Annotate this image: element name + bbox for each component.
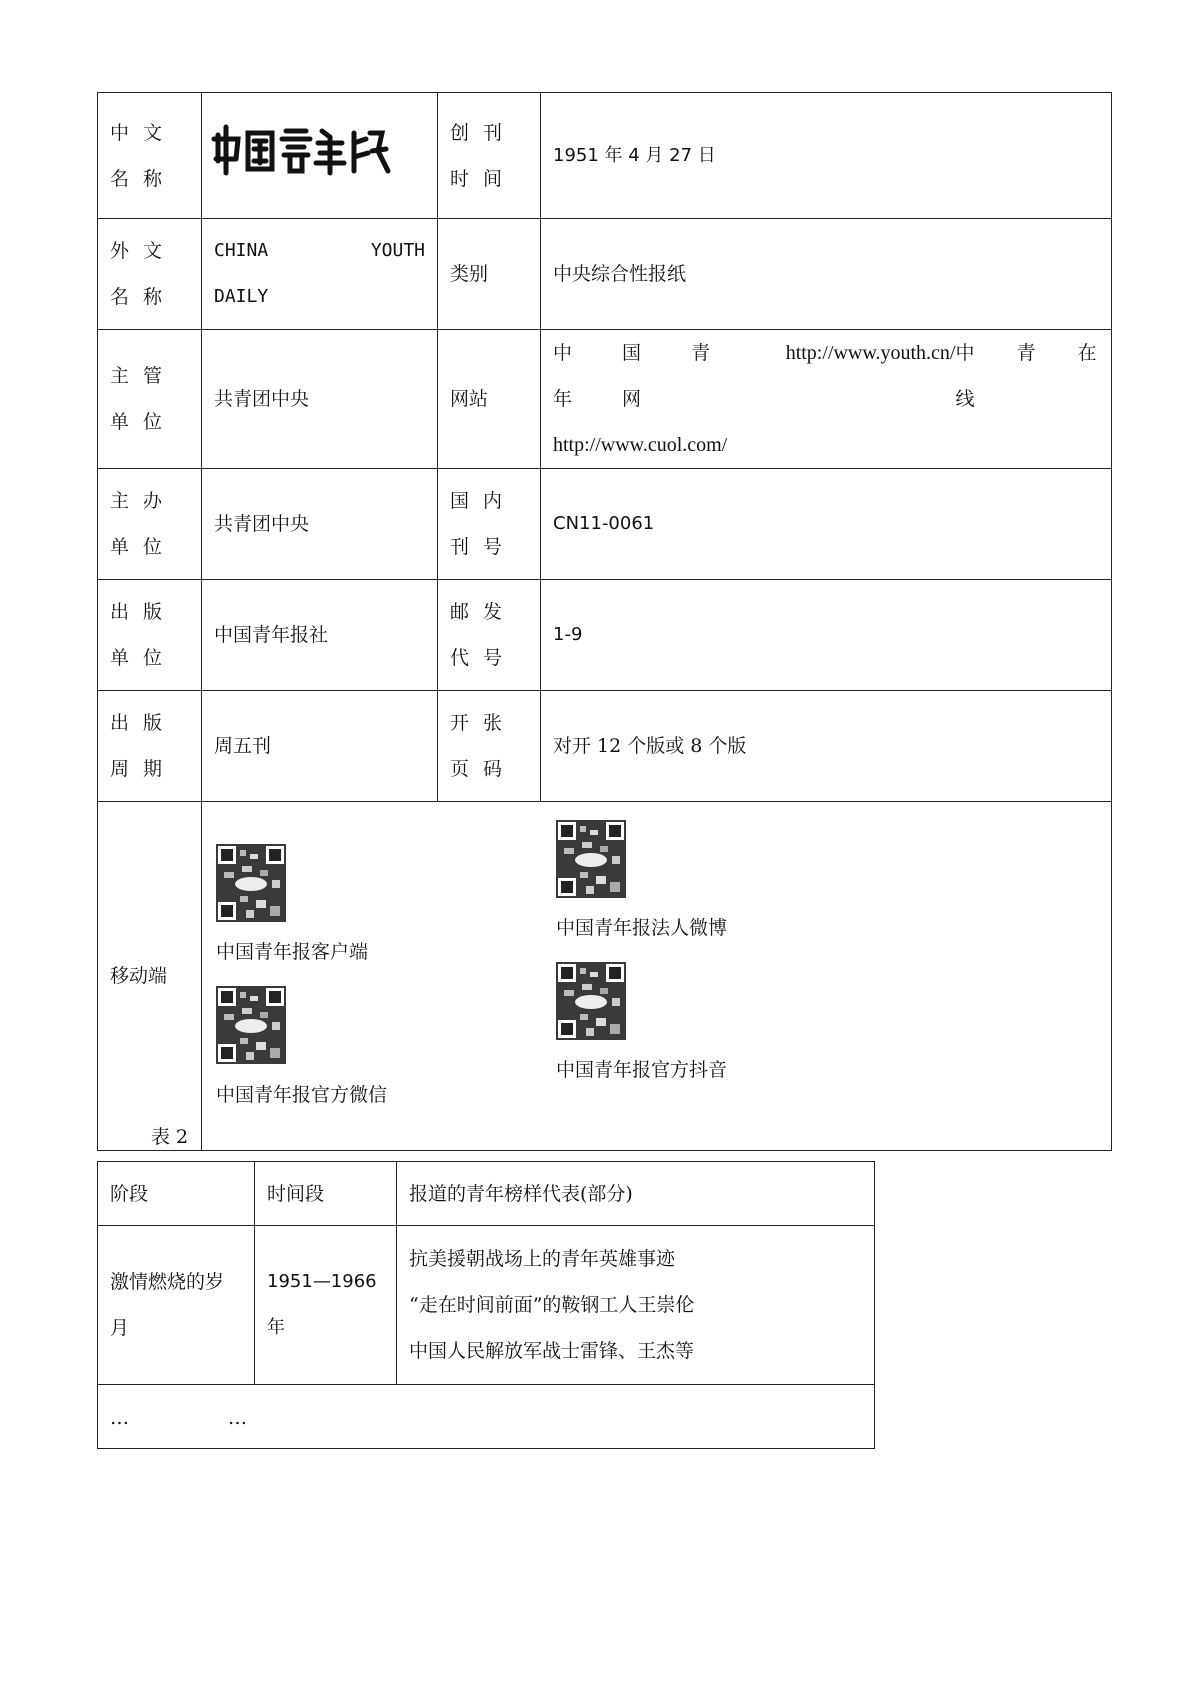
qr-code-icon bbox=[216, 986, 286, 1064]
value-sponsor: 共青团中央 bbox=[202, 469, 438, 580]
value-issn: CN11-0061 bbox=[541, 469, 1112, 580]
website-url-1[interactable]: http://www.youth.cn/ bbox=[785, 342, 956, 364]
qr-code-weibo[interactable] bbox=[556, 820, 626, 898]
qr-code-icon bbox=[216, 844, 286, 922]
table-row bbox=[98, 802, 1112, 1151]
cell-examples bbox=[397, 1226, 875, 1385]
foreign-name-word-1: CHINA bbox=[214, 240, 269, 261]
example-line-3: 中国人民解放军战士雷锋、王杰等 bbox=[409, 1340, 695, 1362]
table-row bbox=[98, 691, 1112, 802]
qr-label-app: 中国青年报客户端 bbox=[216, 941, 369, 963]
ellipsis-2: … bbox=[228, 1407, 247, 1429]
label-mobile: 移动端 bbox=[98, 802, 202, 1151]
table-row bbox=[98, 330, 1112, 469]
label-format: 开张页码 bbox=[438, 691, 541, 802]
label-category: 类别 bbox=[438, 219, 541, 330]
table-row bbox=[98, 580, 1112, 691]
table-row bbox=[98, 1226, 875, 1385]
table-row bbox=[98, 469, 1112, 580]
value-foreign-name bbox=[202, 219, 438, 330]
label-frequency: 出版周期 bbox=[98, 691, 202, 802]
newspaper-info-table bbox=[97, 92, 1115, 1151]
cell-stage: 激情燃烧的岁月 bbox=[98, 1226, 255, 1385]
label-founded: 创刊时间 bbox=[438, 93, 541, 219]
website-name-1: 中 国 青 年 网 bbox=[553, 342, 733, 410]
qr-code-icon bbox=[556, 962, 626, 1040]
ellipsis-1: … bbox=[110, 1407, 129, 1429]
header-stage: 阶段 bbox=[98, 1162, 255, 1226]
table-row bbox=[98, 93, 1112, 219]
qr-label-douyin: 中国青年报官方抖音 bbox=[556, 1059, 728, 1081]
value-postal-code: 1-9 bbox=[541, 580, 1112, 691]
value-category: 中央综合性报纸 bbox=[541, 219, 1112, 330]
table-row-ellipsis bbox=[98, 1385, 875, 1449]
label-issn: 国内刊号 bbox=[438, 469, 541, 580]
value-website bbox=[541, 330, 1115, 469]
table-row bbox=[98, 219, 1112, 330]
ellipsis-cell bbox=[98, 1385, 875, 1449]
qr-code-douyin[interactable] bbox=[556, 962, 626, 1040]
newspaper-logo-image bbox=[202, 93, 438, 201]
header-period: 时间段 bbox=[255, 1162, 397, 1226]
qr-label-weibo: 中国青年报法人微博 bbox=[556, 917, 728, 939]
qr-code-app[interactable] bbox=[216, 844, 286, 922]
website-url-2[interactable]: http://www.cuol.com/ bbox=[553, 434, 728, 456]
qr-code-wechat[interactable] bbox=[216, 986, 286, 1064]
header-examples: 报道的青年榜样代表(部分) bbox=[397, 1162, 875, 1226]
table-caption: 表 2 bbox=[151, 1126, 189, 1148]
logo-cell bbox=[202, 93, 438, 219]
value-publisher: 中国青年报社 bbox=[202, 580, 438, 691]
mobile-cell bbox=[202, 802, 1112, 1151]
qr-code-icon bbox=[556, 820, 626, 898]
label-sponsor: 主办单位 bbox=[98, 469, 202, 580]
foreign-name-word-2: YOUTH bbox=[370, 240, 425, 261]
label-website: 网站 bbox=[438, 330, 541, 469]
cell-period: 1951—1966 年 bbox=[255, 1226, 397, 1385]
example-line-2: “走在时间前面”的鞍钢工人王崇伦 bbox=[409, 1294, 695, 1316]
label-publisher: 出版单位 bbox=[98, 580, 202, 691]
value-supervisor: 共青团中央 bbox=[202, 330, 438, 469]
value-frequency: 周五刊 bbox=[202, 691, 438, 802]
label-supervisor: 主管单位 bbox=[98, 330, 202, 469]
foreign-name-word-3: DAILY bbox=[214, 286, 269, 307]
label-foreign-name: 外文名称 bbox=[98, 219, 202, 330]
website-name-2: 中 青 在 线 bbox=[955, 342, 1115, 410]
example-line-1: 抗美援朝战场上的青年英雄事迹 bbox=[409, 1248, 676, 1270]
label-postal-code: 邮发代号 bbox=[438, 580, 541, 691]
youth-role-model-table bbox=[97, 1161, 875, 1449]
qr-label-wechat: 中国青年报官方微信 bbox=[216, 1084, 388, 1106]
table-header-row bbox=[98, 1162, 875, 1226]
value-format: 对开 12 个版或 8 个版 bbox=[541, 691, 1112, 802]
label-chinese-name: 中文名称 bbox=[98, 93, 202, 219]
value-founded: 1951 年 4 月 27 日 bbox=[541, 93, 1112, 219]
